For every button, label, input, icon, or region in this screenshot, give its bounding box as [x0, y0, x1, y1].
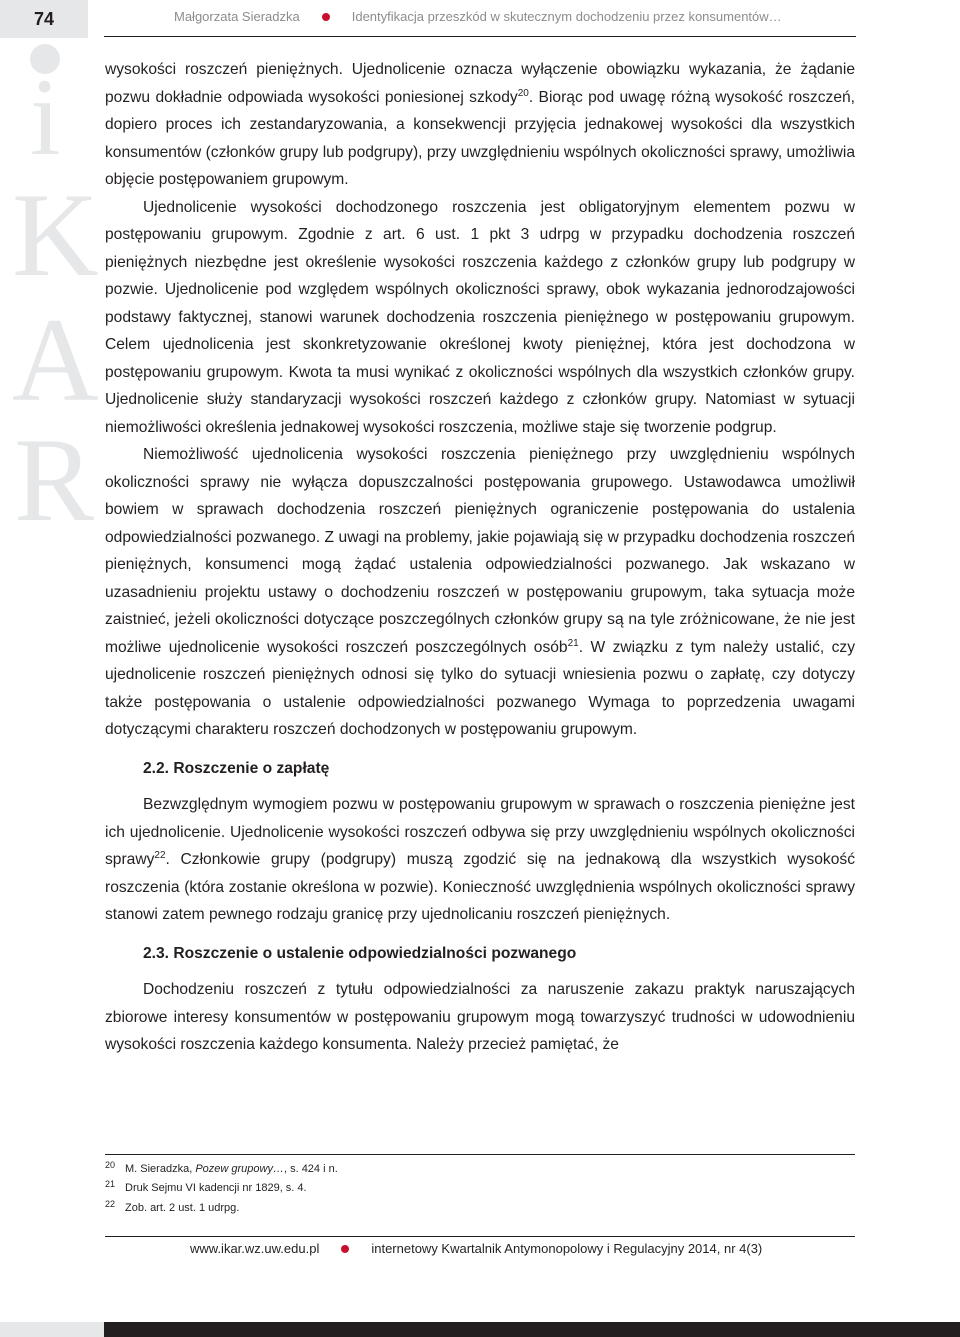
paragraph-1-text-b: . Biorąc pod uwagę różną wysokość roszczeń, dopiero proces ich zestandaryzowania, a konsekwencji przyjęcia jednakowej wysokości dla wszystkich konsumentów (członków grupy lub podgrupy), przy uwzględnieniu wspólnych okoliczności sprawy, umożliwia objęcie postępowaniem grupowym.	[105, 88, 855, 188]
footnote-ref-22[interactable]: 22	[154, 849, 166, 861]
footer-url[interactable]: www.ikar.wz.uw.edu.pl	[190, 1241, 320, 1256]
paragraph-2: Ujednolicenie wysokości dochodzonego roszczenia jest obligatoryjnym elementem pozwu w postępowaniu grupowym. Zgodnie z art. 6 ust. 1 pkt 3 udrpg w przypadku dochodzenia roszczeń pieniężnych niezbędne jest określenie wysokości roszczenia każdego z członków grupy lub podgrupy w pozwie. Ujednolicenie pod względem wspólnych okoliczności sprawy, obok wykazania jednorodzajowości podstawy faktycznej, stanowi warunek dochodzenia roszczenia pieniężnego w postępowaniu grupowym. Celem ujednolicenia jest skonkretyzowanie określonej kwoty pieniężnej, która jest dochodzona w postępowaniu grupowym. Kwota ta musi wynikać z okoliczności wspólnych dla wszystkich członków grupy. Ujednolicenie służy standaryzacji wysokości roszczeń każdego z członków grupy. Natomiast w sytuacji niemożliwości określenia jednakowej wysokości roszczenia, możliwe staje się tworzenie podgrup.	[105, 198, 855, 436]
bullet-dot-icon	[341, 1245, 349, 1253]
footnote-number: 22	[105, 1198, 116, 1209]
paragraph-4-text-a: Bezwzględnym wymogiem pozwu w postępowaniu grupowym w sprawach o roszczenia pieniężne jest ich ujednolicenie. Ujednolicenie wysokości roszczeń odbywa się przy uwzględnieniu wspólnych okoliczności sprawy	[105, 796, 855, 868]
footnote-item	[105, 1159, 855, 1179]
paragraph-1-text-a: wysokości roszczeń pieniężnych. Ujednolicenie oznacza wyłączenie obowiązku wykazania, że żądanie pozwu dokładnie odpowiada wysokości poniesionej szkody	[105, 61, 855, 106]
logo-letter-i: i	[30, 56, 61, 178]
logo-letter-k: K	[12, 168, 99, 301]
page-number: 74	[0, 0, 88, 38]
section-heading-2-2: 2.2. Roszczenie o zapłatę	[143, 759, 330, 777]
footnotes	[105, 1159, 855, 1218]
paragraph-5: Dochodzeniu roszczeń z tytułu odpowiedzialności za naruszenie zakazu praktyk naruszających zbiorowe interesy konsumentów w postępowaniu grupowym mogą towarzyszyć trudności w udowodnieniu wysokości roszczenia każdego konsumenta. Należy przecież pamiętać, że	[105, 981, 855, 1053]
footnote-ref-21[interactable]: 21	[567, 637, 579, 649]
article-body	[105, 56, 855, 1059]
footnote-item	[105, 1198, 855, 1218]
footnote-ref-20[interactable]: 20	[517, 87, 529, 99]
paragraph-1	[105, 56, 855, 194]
bullet-dot-icon	[322, 13, 330, 21]
logo-letter-a: A	[12, 293, 99, 426]
footnote-text-tail: , s. 424 i n.	[283, 1162, 338, 1175]
header-author: Małgorzata Sieradzka	[174, 9, 300, 24]
paragraph-3-text-b: . W związku z tym należy ustalić, czy ujednolicenie roszczeń pieniężnych odnosi się tylko do sytuacji wniesienia pozwu o zapłatę, czy dotyczy także postępowania o ustalenie odpowiedzialności pozwanego Wymaga to poprzedzenia uwagami dotyczącymi charakteru roszczeń dochodzonych w postępowaniu grupowym.	[105, 638, 855, 738]
footnote-number: 21	[105, 1179, 116, 1190]
running-footer	[190, 1241, 762, 1256]
footer-rule	[105, 1236, 855, 1237]
footnote-item	[105, 1179, 855, 1199]
footnote-text: Druk Sejmu VI kadencji nr 1829, s. 4.	[125, 1182, 307, 1195]
footnote-text: M. Sieradzka,	[125, 1162, 196, 1175]
header-title: Identyfikacja przeszkód w skutecznym dochodzeniu przez konsumentów…	[351, 9, 782, 24]
paragraph-4	[105, 791, 855, 929]
logo-letter-r: R	[14, 413, 95, 546]
bottom-bar-light	[0, 1322, 104, 1337]
footnote-number: 20	[105, 1159, 116, 1170]
paragraph-3	[105, 441, 855, 744]
header-rule	[104, 36, 856, 37]
footnote-italic-title: Pozew grupowy…	[195, 1162, 284, 1175]
paragraph-4-text-b: . Członkowie grupy (podgrupy) muszą zgodzić się na jednakową dla wszystkich wysokość roszczenia (która zostanie określona w pozwie). Konieczność uwzględnienia wspólnych okoliczności sprawy stanowi zatem pewnego rodzaju granicę przy ujednolicaniu roszczeń pieniężnych.	[105, 851, 855, 923]
footer-journal: internetowy Kwartalnik Antymonopolowy i Regulacyjny 2014, nr 4(3)	[371, 1241, 763, 1256]
footnote-rule	[105, 1154, 855, 1155]
section-heading-2-3: 2.3. Roszczenie o ustalenie odpowiedzialności pozwanego	[143, 944, 577, 962]
running-header	[104, 9, 856, 24]
bottom-bar-dark	[104, 1322, 960, 1337]
paragraph-3-text-a: Niemożliwość ujednolicenia wysokości roszczenia pieniężnego przy uwzględnieniu wspólnych okoliczności sprawy nie wyłącza dopuszczalności postępowania grupowego. Ustawodawca umożliwił bowiem w sprawach dochodzenia roszczeń pieniężnych ograniczenie postępowania do ustalenia odpowiedzialności pozwanego. Z uwagi na problemy, jakie pojawiają się w przypadku dochodzenia roszczeń pieniężnych, konsumenci mogą żądać ustalenia odpowiedzialności pozwanego. Jak wskazano w uzasadnieniu projektu ustawy o dochodzeniu roszczeń w postępowaniu grupowym, taka sytuacja może zaistnieć, jeżeli okoliczności dotyczące poszczególnych członków grupy są na tyle zróżnicowane, że nie jest możliwe ujednolicenie wysokości roszczeń poszczególnych osób	[105, 446, 855, 656]
footnote-text: Zob. art. 2 ust. 1 udrpg.	[125, 1201, 240, 1214]
